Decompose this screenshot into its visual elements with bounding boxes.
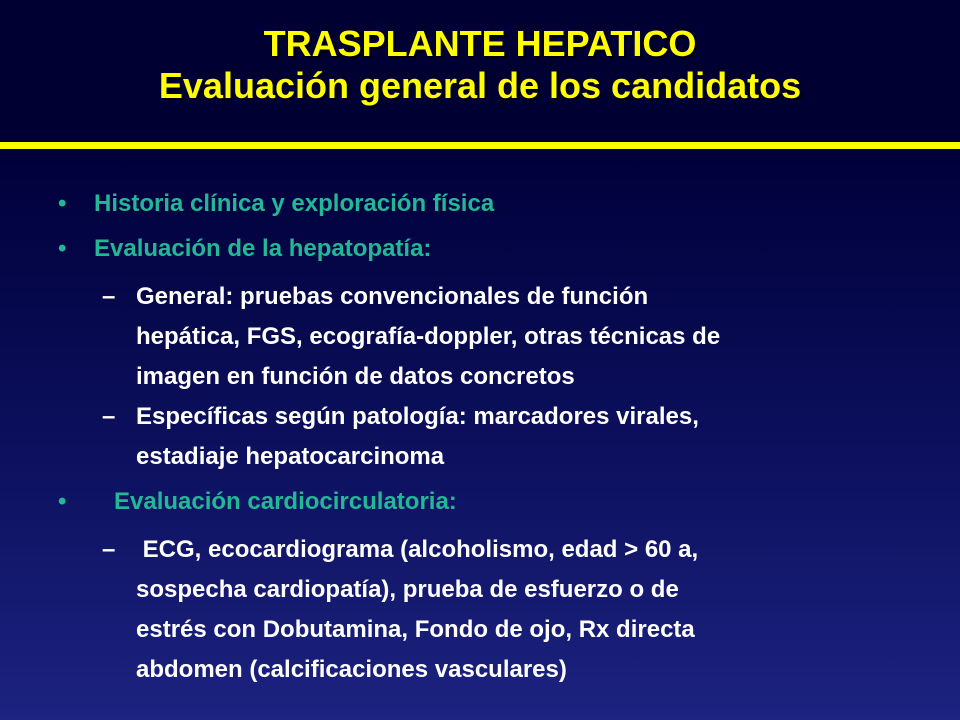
sub-item-line: abdomen (calcificaciones vasculares) — [136, 656, 567, 683]
sub-item-line: estrés con Dobutamina, Fondo de ojo, Rx directa — [136, 616, 695, 643]
title-line-1: TRASPLANTE HEPATICO — [263, 23, 697, 64]
sub-item — [102, 277, 942, 397]
sub-item-text — [136, 397, 936, 477]
bullet-icon: • — [58, 488, 67, 515]
bullet-icon: • — [58, 235, 67, 262]
bullet-text: Evaluación cardiocirculatoria: — [114, 488, 457, 515]
bullet-icon: • — [58, 190, 67, 217]
sub-item-line: sospecha cardiopatía), prueba de esfuerzo o de — [136, 576, 679, 603]
title-line-2: Evaluación general de los candidatos — [158, 65, 802, 106]
sub-item-line: Específicas según patología: marcadores virales, — [136, 403, 699, 430]
sub-item-line: estadiaje hepatocarcinoma — [136, 443, 445, 470]
sub-item-text — [136, 530, 936, 690]
bullet-item — [58, 235, 758, 263]
sub-item — [102, 397, 942, 477]
dash-icon: – — [102, 283, 116, 310]
dash-icon: – — [102, 403, 116, 430]
sub-item-line: ECG, ecocardiograma (alcoholismo, edad > 60 a, — [136, 536, 699, 563]
sub-item — [102, 530, 942, 690]
sub-item-text — [136, 277, 936, 397]
bullet-item — [58, 190, 758, 218]
sub-item-line: hepática, FGS, ecografía-doppler, otras técnicas de — [136, 323, 721, 350]
sub-item-line: General: pruebas convencionales de función — [136, 283, 649, 310]
sub-item-line: imagen en función de datos concretos — [136, 363, 575, 390]
bullet-item — [58, 488, 758, 516]
bullet-text: Evaluación de la hepatopatía: — [94, 235, 432, 262]
dash-icon: – — [102, 536, 116, 563]
bullet-text: Historia clínica y exploración física — [94, 190, 495, 217]
